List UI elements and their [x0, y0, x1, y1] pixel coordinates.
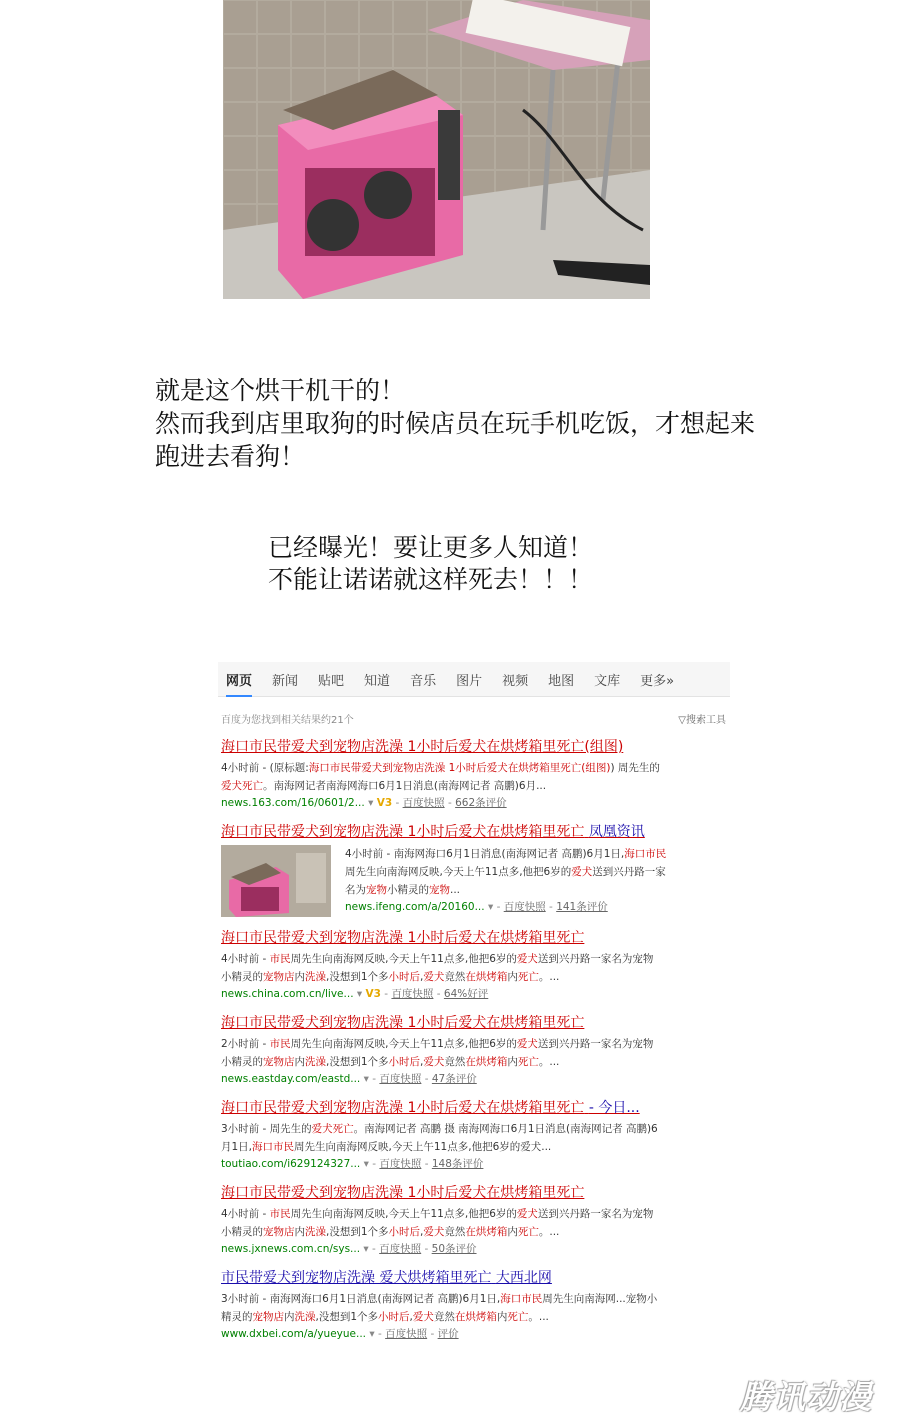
search-result [221, 1182, 730, 1257]
abstract-text: ,没想到1个多 [326, 1056, 389, 1068]
search-tools-button[interactable]: ▽搜索工具 [678, 715, 726, 726]
abstract-highlight: 宠物店 [263, 1056, 295, 1068]
result-url-row: news.china.com.cn/live... ▾ V3 - 百度快照 - 64%好评 [221, 988, 489, 1000]
result-url[interactable]: news.163.com/16/0601/2... [221, 797, 365, 809]
abstract-highlight: 死亡 [507, 1311, 529, 1323]
abstract-text: 周先生向南海网反映,今天上午11点多,他把6岁的 [345, 866, 572, 878]
result-url-row: news.eastday.com/eastd... ▾ - 百度快照 - 47条评价 [221, 1073, 477, 1085]
result-title-link[interactable] [221, 821, 730, 841]
abstract-highlight: 海口市民带爱犬到宠物店洗澡 1小时后爱犬在烘烤箱里死亡(组图) [308, 762, 611, 774]
abstract-highlight: 在烘烤箱 [454, 1311, 497, 1323]
result-title-link[interactable]: 海口市民带爱犬到宠物店洗澡 1小时后爱犬在烘烤箱里死亡 [221, 1015, 585, 1031]
search-result [221, 736, 730, 811]
abstract-text: ) 周先生的 [610, 762, 660, 774]
abstract-highlight: 小时后 [378, 1311, 410, 1323]
result-title-link[interactable]: 海口市民带爱犬到宠物店洗澡 1小时后爱犬在烘烤箱里死亡(组图) [221, 739, 624, 755]
abstract-text: 周先生向南海网反映,今天上午11点多,他把6岁的 [290, 1038, 517, 1050]
result-url-row: news.ifeng.com/a/20160... ▾ - 百度快照 - 141条评价 [345, 901, 608, 913]
abstract-highlight: 爱犬 [516, 1038, 538, 1050]
abstract-text: , [420, 1226, 424, 1238]
abstract-text: 。南海网记者 高鹏 摄 南海网海口6月1日消息(南海网记者 高鹏)6 [353, 1123, 658, 1135]
abstract-text: 。... [528, 1311, 549, 1323]
abstract-highlight: 死亡 [517, 971, 539, 983]
tab-images[interactable]: 图片 [456, 673, 483, 689]
abstract-text: 送到兴丹路一家名为宠物 [537, 1208, 654, 1220]
abstract-text: ... [450, 884, 461, 896]
abstract-text: 小精灵的 [221, 1226, 263, 1238]
abstract-highlight: 市民 [269, 953, 291, 965]
abstract-highlight: 爱犬死亡 [311, 1123, 354, 1135]
tab-wenku[interactable]: 文库 [594, 673, 621, 689]
v3-badge-icon: V3 [376, 797, 393, 809]
abstract-text: 周先生向南海网反映,今天上午11点多,他把6岁的 [290, 1208, 517, 1220]
tab-webpage[interactable]: 网页 [226, 670, 252, 697]
search-result [221, 1097, 730, 1172]
reviews-link[interactable]: 47条评价 [431, 1073, 477, 1085]
abstract-text: 竟然 [444, 1056, 466, 1068]
abstract-text: ,没想到1个多 [326, 971, 389, 983]
abstract-highlight: 洗澡 [294, 1311, 316, 1323]
abstract-highlight: 市民 [269, 1208, 291, 1220]
abstract-highlight: 洗澡 [305, 1226, 326, 1238]
result-abstract [221, 1120, 709, 1156]
v3-badge-icon: V3 [365, 988, 381, 1000]
dropdown-arrow-icon[interactable]: ▾ [368, 797, 374, 809]
snapshot-link[interactable]: 百度快照 [391, 988, 434, 1000]
abstract-highlight: 爱犬 [516, 953, 538, 965]
reviews-link[interactable]: 662条评价 [455, 797, 507, 809]
abstract-text: 小精灵的 [221, 1056, 263, 1068]
result-url[interactable]: news.china.com.cn/live... [221, 988, 354, 1000]
abstract-text: 4小时前 - [221, 1208, 270, 1220]
abstract-text: 周先生向南海网...宠物小 [542, 1293, 658, 1305]
snapshot-link[interactable]: 百度快照 [379, 1073, 422, 1085]
abstract-text: 小精灵的 [387, 884, 429, 896]
search-result [221, 1012, 730, 1087]
abstract-highlight: 小时后 [388, 1056, 421, 1068]
reviews-link[interactable]: 64%好评 [443, 988, 489, 1000]
abstract-text: 竟然 [433, 1311, 455, 1323]
title-text: 市民带爱犬到宠物店洗澡 爱犬烘烤箱里死亡 [221, 1270, 492, 1286]
result-url[interactable]: www.dxbei.com/a/yueyue... [221, 1328, 367, 1340]
tab-news[interactable]: 新闻 [272, 673, 299, 689]
abstract-highlight: 宠物店 [263, 971, 295, 983]
abstract-highlight: 小时后 [388, 1226, 421, 1238]
result-source: 凤凰资讯 [588, 824, 645, 840]
reviews-link[interactable]: 141条评价 [556, 901, 608, 913]
abstract-highlight: 洗澡 [305, 971, 326, 983]
tencent-comics-watermark: 腾讯动漫 [740, 1378, 873, 1416]
abstract-highlight: 爱犬 [423, 1056, 445, 1068]
search-results-screenshot [218, 662, 730, 1382]
result-url-row: news.163.com/16/0601/2... ▾ V3 - 百度快照 - 662条评价 [221, 797, 507, 809]
result-thumbnail[interactable] [221, 845, 331, 917]
abstract-highlight: 死亡 [517, 1056, 539, 1068]
result-title-link[interactable] [221, 1097, 730, 1117]
result-abstract [221, 950, 709, 986]
story-text [155, 374, 755, 473]
result-count: 百度为您找到相关结果约21个 [221, 715, 354, 726]
abstract-text: 内 [507, 1226, 518, 1238]
abstract-highlight: 爱犬 [412, 1311, 434, 1323]
abstract-text: 送到兴丹路一家名为宠物 [537, 953, 654, 965]
snapshot-link[interactable]: 百度快照 [385, 1328, 428, 1340]
result-source: - 今日... [588, 1100, 640, 1116]
abstract-text: 竟然 [444, 971, 466, 983]
abstract-text: ,没想到1个多 [326, 1226, 389, 1238]
abstract-text: , [420, 1056, 424, 1068]
dropdown-arrow-icon[interactable]: ▾ [487, 901, 494, 913]
result-title-link[interactable]: 海口市民带爱犬到宠物店洗澡 1小时后爱犬在烘烤箱里死亡 [221, 930, 585, 946]
reviews-link[interactable]: 50条评价 [431, 1243, 477, 1255]
abstract-text: 内 [294, 971, 305, 983]
tab-video[interactable]: 视频 [502, 673, 529, 689]
abstract-text: , [420, 971, 424, 983]
reviews-link[interactable]: 评价 [437, 1328, 459, 1340]
dropdown-arrow-icon[interactable]: ▾ [363, 1073, 369, 1085]
snapshot-link[interactable]: 百度快照 [402, 797, 445, 809]
result-url-row: news.jxnews.com.cn/sys... ▾ - 百度快照 - 50条评价 [221, 1243, 477, 1255]
result-url[interactable]: news.eastday.com/eastd... [221, 1073, 361, 1085]
abstract-highlight: 宠物店 [263, 1226, 295, 1238]
result-url[interactable]: news.ifeng.com/a/20160... [345, 901, 485, 913]
abstract-highlight: 爱犬 [423, 1226, 445, 1238]
abstract-text: 。... [538, 1226, 560, 1238]
result-abstract [221, 1035, 709, 1071]
result-title-link[interactable]: 海口市民带爱犬到宠物店洗澡 1小时后爱犬在烘烤箱里死亡 [221, 1185, 585, 1201]
abstract-highlight: 海口市民 [624, 848, 667, 860]
snapshot-link[interactable]: 百度快照 [379, 1243, 422, 1255]
abstract-highlight: 死亡 [517, 1226, 539, 1238]
result-abstract [221, 1290, 709, 1326]
dropdown-arrow-icon[interactable]: ▾ [363, 1158, 369, 1170]
result-url[interactable]: news.jxnews.com.cn/sys... [221, 1243, 361, 1255]
story-line-3: 跑进去看狗！ [155, 442, 306, 471]
tab-more[interactable]: 更多» [640, 673, 675, 689]
abstract-highlight: 小时后 [388, 971, 421, 983]
abstract-text: 送到兴丹路一家名为宠物 [537, 1038, 654, 1050]
abstract-highlight: 市民 [269, 1038, 291, 1050]
abstract-text: 送到兴丹路一家 [592, 866, 666, 878]
abstract-text: 4小时前 - 南海网海口6月1日消息(南海网记者 高鹏)6月1日, [345, 848, 625, 860]
title-text: 海口市民带爱犬到宠物店洗澡 1小时后爱犬在烘烤箱里死亡 [221, 824, 585, 840]
snapshot-link[interactable]: 百度快照 [379, 1158, 422, 1170]
abstract-text: 3小时前 - 南海网海口6月1日消息(南海网记者 高鹏)6月1日, [221, 1293, 501, 1305]
abstract-text: 周先生向南海网反映,今天上午11点多,他把6岁的 [290, 953, 517, 965]
tab-music[interactable]: 音乐 [410, 673, 437, 689]
abstract-highlight: 海口市民 [252, 1141, 295, 1153]
abstract-text: 精灵的 [221, 1311, 253, 1323]
abstract-text: 4小时前 - (原标题: [221, 762, 309, 774]
abstract-text: 小精灵的 [221, 971, 263, 983]
abstract-text: 周先生向南海网反映,今天上午11点多,他把6岁的爱犬... [294, 1141, 552, 1153]
search-result [221, 927, 730, 1002]
abstract-text: 。... [538, 971, 560, 983]
abstract-highlight: 在烘烤箱 [465, 1056, 508, 1068]
tab-map[interactable]: 地图 [548, 673, 575, 689]
abstract-text: 内 [507, 971, 518, 983]
abstract-highlight: 宠物店 [252, 1311, 284, 1323]
title-text: 海口市民带爱犬到宠物店洗澡 1小时后爱犬在烘烤箱里死亡 [221, 1100, 585, 1116]
abstract-highlight: 宠物 [366, 884, 387, 896]
abstract-text: 内 [294, 1226, 305, 1238]
story-line-2: 然而我到店里取狗的时候店员在玩手机吃饭，才想起来 [155, 409, 756, 438]
pet-dryer-photo [223, 0, 650, 299]
result-abstract [221, 759, 709, 795]
exposed-line-2: 不能让诺诺就这样死去！！！ [268, 565, 594, 594]
abstract-text: 2小时前 - [221, 1038, 270, 1050]
result-abstract [345, 845, 705, 899]
abstract-highlight: 爱犬 [423, 971, 445, 983]
abstract-text: 内 [284, 1311, 295, 1323]
result-url-row: toutiao.com/i629124327... ▾ - 百度快照 - 148条评价 [221, 1158, 484, 1170]
abstract-text: 竟然 [444, 1226, 466, 1238]
abstract-highlight: 海口市民 [500, 1293, 543, 1305]
search-tabs [218, 662, 730, 697]
abstract-text: 内 [496, 1311, 508, 1323]
abstract-highlight: 爱犬死亡 [221, 780, 263, 792]
search-result [221, 1267, 730, 1342]
abstract-text: 名为 [345, 884, 366, 896]
reviews-link[interactable]: 148条评价 [431, 1158, 484, 1170]
abstract-text: 。南海网记者南海网海口6月1日消息(南海网记者 高鹏)6月... [263, 780, 547, 792]
abstract-text: 4小时前 - [221, 953, 270, 965]
exposed-line-1: 已经曝光！要让更多人知道！ [268, 533, 594, 562]
result-source: 大西北网 [495, 1270, 552, 1286]
abstract-highlight: 在烘烤箱 [465, 971, 508, 983]
abstract-highlight: 在烘烤箱 [465, 1226, 508, 1238]
snapshot-link[interactable]: 百度快照 [503, 901, 546, 913]
abstract-highlight: 爱犬 [516, 1208, 538, 1220]
dropdown-arrow-icon[interactable]: ▾ [356, 988, 363, 1000]
abstract-highlight: 洗澡 [305, 1056, 326, 1068]
tab-tieba[interactable]: 贴吧 [318, 673, 345, 689]
abstract-text: 内 [507, 1056, 518, 1068]
abstract-text: ,没想到1个多 [315, 1311, 379, 1323]
result-abstract [221, 1205, 709, 1241]
dropdown-arrow-icon[interactable]: ▾ [369, 1328, 375, 1340]
result-title-link[interactable] [221, 1267, 730, 1287]
search-result [221, 821, 730, 917]
exposed-text [268, 532, 593, 596]
abstract-highlight: 宠物 [429, 884, 450, 896]
abstract-highlight: 爱犬 [571, 866, 593, 878]
abstract-text: 内 [294, 1056, 305, 1068]
abstract-text: 月1日, [221, 1141, 253, 1153]
abstract-text: 。... [538, 1056, 560, 1068]
dropdown-arrow-icon[interactable]: ▾ [363, 1243, 369, 1255]
result-url[interactable]: toutiao.com/i629124327... [221, 1158, 361, 1170]
story-line-1: 就是这个烘干机干的！ [155, 376, 406, 405]
abstract-text: , [409, 1311, 413, 1323]
tab-zhidao[interactable]: 知道 [364, 673, 391, 689]
result-url-row: www.dxbei.com/a/yueyue... ▾ - 百度快照 - 评价 [221, 1328, 459, 1340]
abstract-text: 3小时前 - 周先生的 [221, 1123, 312, 1135]
